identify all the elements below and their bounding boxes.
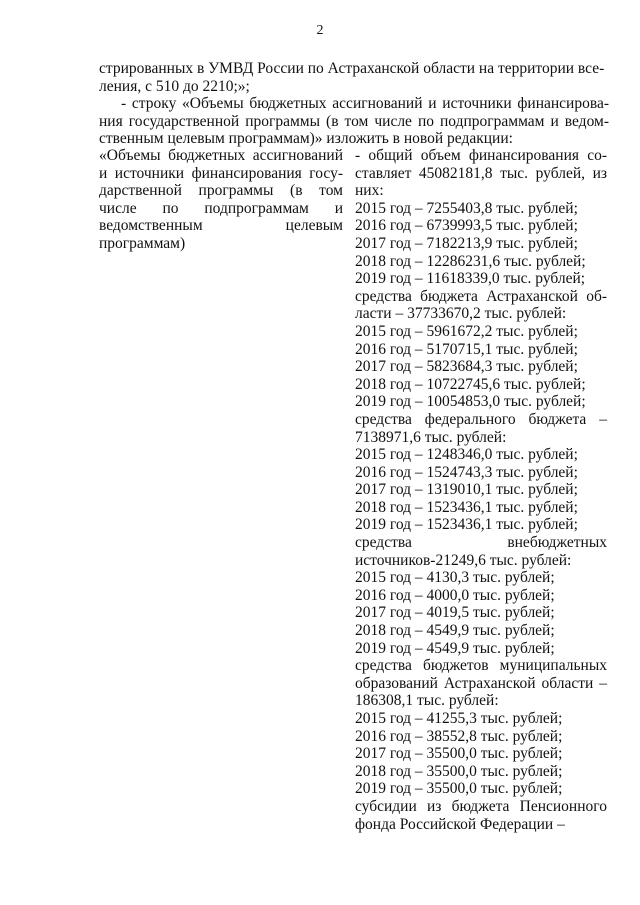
pension-fund-header: субсидии из бюджета Пенсионного фонда Российской Федерации – [355,797,607,833]
regional-budget-header: средства бюджета Астраханской об-ласти – 37733670,2 тыс. рублей: [355,287,607,323]
federal-year-line: 2016 год – 1524743,3 тыс. рублей; [355,463,578,481]
extrabudget-year-line: 2016 год – 4000,0 тыс. рублей; [355,586,555,604]
table-left-column: «Объемы бюджетных ассигнований и источники финансирования госу-дарственной программы (в том числе по подпрограммам и ведомственным целевым программам) [99,147,343,252]
federal-year-line: 2019 год – 1523436,1 тыс. рублей; [355,516,578,534]
extrabudget-year-line: 2019 год – 4549,9 тыс. рублей; [355,639,555,657]
intro-line: стрированных в УМВД России по Астраханской области на территории все- [99,60,605,77]
regional-year-line: 2018 год – 10722745,6 тыс. рублей; [355,375,586,393]
regional-year-line: 2019 год – 10054853,0 тыс. рублей; [355,393,586,411]
total-year-line: 2015 год – 7255403,8 тыс. рублей; [355,199,578,217]
municipal-year-line: 2019 год – 35500,0 тыс. рублей; [355,780,563,798]
intro-line: ления, с 510 до 2210;»; [99,77,250,95]
total-year-line: 2019 год – 11618339,0 тыс. рублей; [355,270,586,288]
table-right-column [355,147,607,833]
extrabudget-year-line: 2015 год – 4130,3 тыс. рублей; [355,569,555,587]
total-year-line: 2018 год – 12286231,6 тыс. рублей; [355,252,586,270]
municipal-year-line: 2018 год – 35500,0 тыс. рублей; [355,762,563,780]
total-funding-text: - общий объем финансирования со-ставляет 45082181,8 тыс. рублей, из них: [355,147,607,200]
extrabudget-header: средства внебюджетных источников-21249,6 тыс. рублей: [355,534,607,569]
federal-year-line: 2015 год – 1248346,0 тыс. рублей; [355,446,578,464]
total-year-line: 2017 год – 7182213,9 тыс. рублей; [355,234,578,252]
total-year-line: 2016 год – 6739993,5 тыс. рублей; [355,217,578,235]
intro-text [99,60,609,148]
page-number: 2 [316,23,324,38]
regional-year-line: 2017 год – 5823684,3 тыс. рублей; [355,358,578,376]
municipal-year-line: 2015 год – 41255,3 тыс. рублей; [355,710,563,727]
regional-year-line: 2016 год – 5170715,1 тыс. рублей; [355,340,578,358]
federal-year-line: 2018 год – 1523436,1 тыс. рублей; [355,498,578,516]
intro-paragraph: - строку «Объемы бюджетных ассигнований и источники финансирова-ния государственной программы (в том числе по подпрограммам и ведом-ственным целевым программам)» изложить в новой редакции: [99,95,609,148]
municipal-budget-header: средства бюджетов муниципальных образований Астраханской области – 186308,1 тыс. рублей: [355,657,607,710]
municipal-year-line: 2016 год – 38552,8 тыс. рублей; [355,727,563,745]
regional-year-line: 2015 год – 5961672,2 тыс. рублей; [355,322,578,340]
extrabudget-year-line: 2018 год – 4549,9 тыс. рублей; [355,622,555,640]
extrabudget-year-line: 2017 год – 4019,5 тыс. рублей; [355,604,555,622]
federal-year-line: 2017 год – 1319010,1 тыс. рублей; [355,481,578,499]
federal-budget-header: средства федерального бюджета – 7138971,6 тыс. рублей: [355,410,607,446]
municipal-year-line: 2017 год – 35500,0 тыс. рублей; [355,745,563,763]
